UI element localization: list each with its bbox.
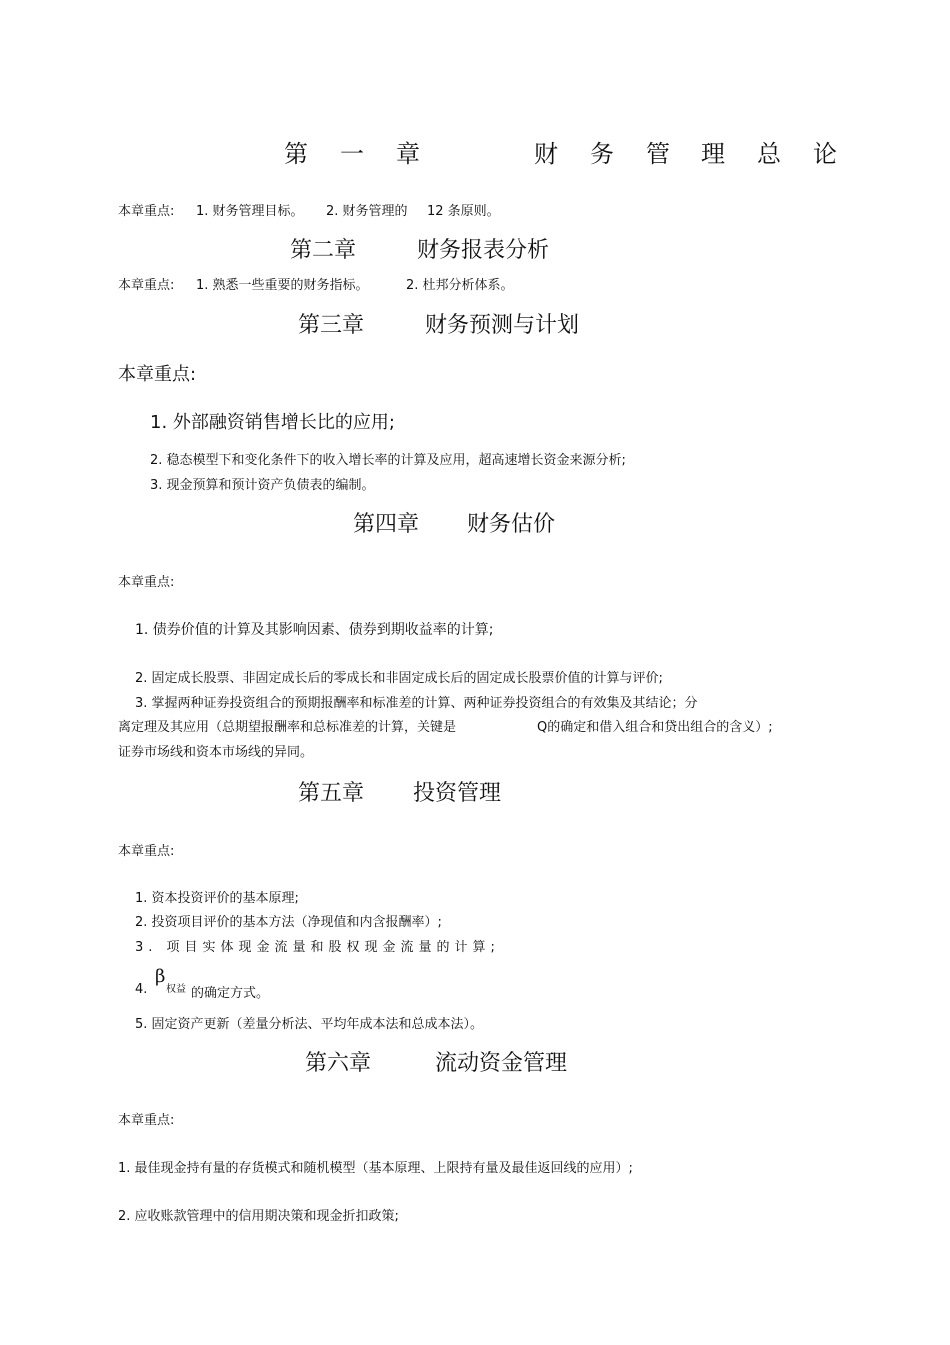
chapter-5-item-5: 5. 固定资产更新（差量分析法、平均年成本法和总成本法）。: [135, 1017, 484, 1032]
chapter-2-number: 第二章: [290, 238, 357, 263]
chapter-5-item-1: 1. 资本投资评价的基本原理;: [135, 891, 299, 906]
chapter-1-char: 财: [534, 140, 558, 168]
chapter-1-heading: [0, 134, 950, 166]
chapter-3-focus-label: 本章重点:: [118, 364, 197, 385]
chapter-1-focus-2: 2. 财务管理的: [326, 204, 408, 219]
chapter-4-item-2: 2. 固定成长股票、非固定成长后的零成长和非固定成长后的固定成长股票价值的计算与评价;: [135, 671, 663, 686]
chapter-6-title: 流动资金管理: [435, 1051, 568, 1076]
chapter-2-focus-label: 本章重点:: [118, 278, 175, 293]
chapter-4-item-1: 1. 债券价值的计算及其影响因素、债券到期收益率的计算;: [135, 622, 494, 638]
chapter-5-item-4-number: 4.: [135, 982, 148, 997]
chapter-2-focus-2: 2. 杜邦分析体系。: [406, 278, 514, 293]
chapter-5-item-2: 2. 投资项目评价的基本方法（净现值和内含报酬率）;: [135, 915, 442, 930]
chapter-6-item-1: 1. 最佳现金持有量的存货模式和随机模型（基本原理、上限持有量及最佳返回线的应用）;: [118, 1161, 633, 1176]
chapter-6-number: 第六章: [305, 1051, 372, 1076]
chapter-5-item-4-text: 的确定方式。: [191, 986, 270, 1001]
chapter-3-item-2: 2. 稳态模型下和变化条件下的收入增长率的计算及应用，超高速增长资金来源分析;: [150, 453, 626, 468]
chapter-5-title: 投资管理: [413, 781, 502, 806]
chapter-2-title: 财务报表分析: [417, 238, 550, 263]
chapter-1-char: 务: [590, 140, 614, 168]
chapter-1-char: 总: [757, 140, 781, 168]
chapter-6-focus-label: 本章重点:: [118, 1113, 175, 1128]
chapter-2-focus-1: 1. 熟悉一些重要的财务指标。: [196, 278, 369, 293]
chapter-6-item-2: 2. 应收账款管理中的信用期决策和现金折扣政策;: [118, 1209, 399, 1224]
chapter-4-focus-label: 本章重点:: [118, 575, 175, 590]
beta-symbol: β: [155, 966, 166, 987]
chapter-4-title: 财务估价: [467, 512, 556, 537]
chapter-5-number: 第五章: [298, 781, 365, 806]
beta-subscript: 权益: [166, 984, 186, 995]
chapter-1-char: 管: [646, 140, 670, 168]
chapter-4-item-3-line-1: 3. 掌握两种证券投资组合的预期报酬率和标准差的计算、两种证券投资组合的有效集及其结论；分: [135, 696, 698, 711]
chapter-1-char: 章: [396, 140, 420, 168]
chapter-3-number: 第三章: [298, 313, 365, 338]
chapter-1-focus-label: 本章重点:: [118, 204, 175, 219]
chapter-1-char: 理: [701, 140, 725, 168]
chapter-1-char: 第: [284, 140, 308, 168]
chapter-4-item-3-line-2b: Q的确定和借入组合和贷出组合的含义）;: [537, 720, 773, 735]
chapter-4-number: 第四章: [353, 512, 420, 537]
chapter-3-item-3: 3. 现金预算和预计资产负债表的编制。: [150, 478, 375, 493]
chapter-1-focus-1: 1. 财务管理目标。: [196, 204, 304, 219]
chapter-5-focus-label: 本章重点:: [118, 844, 175, 859]
chapter-4-item-3-line-3: 证券市场线和资本市场线的异同。: [118, 745, 314, 760]
chapter-4-item-3-line-2a: 离定理及其应用（总期望报酬率和总标准差的计算，关键是: [118, 720, 457, 735]
chapter-3-item-1: 1. 外部融资销售增长比的应用;: [150, 412, 395, 433]
chapter-1-char: 论: [813, 140, 837, 168]
chapter-3-title: 财务预测与计划: [425, 313, 580, 338]
chapter-5-item-3: 3. 项目实体现金流量和股权现金流量的计算;: [135, 940, 500, 955]
chapter-1-focus-2b: 12 条原则。: [427, 204, 500, 219]
chapter-1-char: 一: [340, 140, 364, 168]
